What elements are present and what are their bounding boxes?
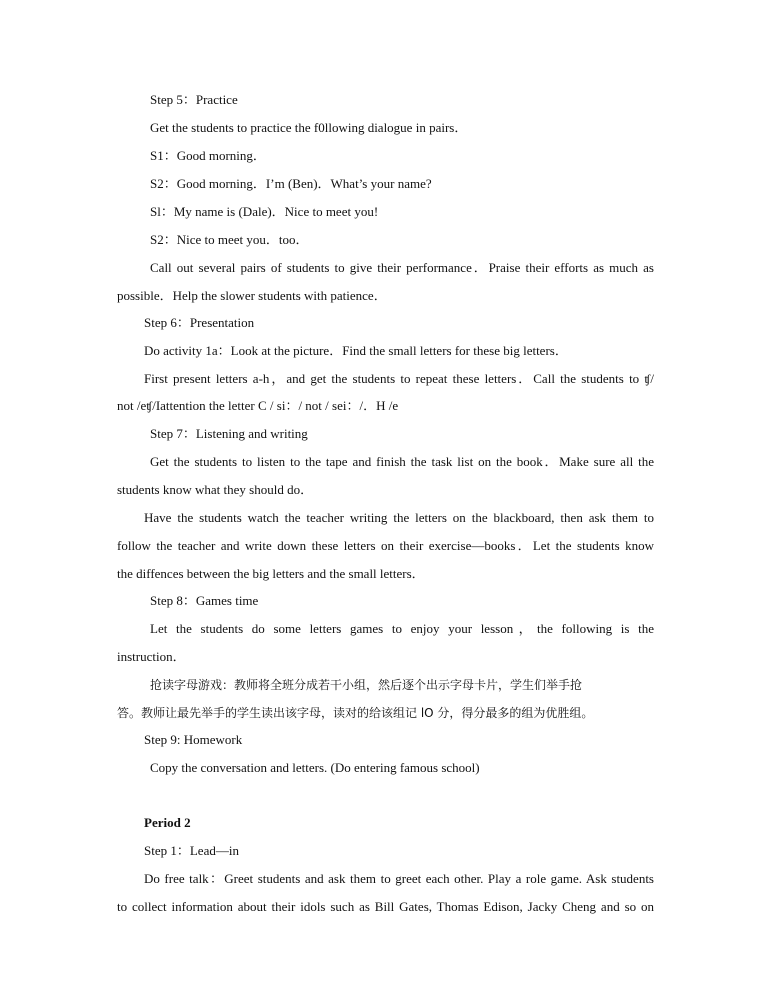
step-7-heading: Step 7：Listening and writing xyxy=(150,426,308,441)
step-9-heading: Step 9: Homework xyxy=(144,732,243,747)
paragraph-line: Copy the conversation and letters. (Do entering famous school) xyxy=(150,760,480,775)
chinese-paragraph-line: 答。教师让最先举手的学生读出该字母，读对的给该组记 lO 分，得分最多的组为优胜组。 xyxy=(117,706,594,720)
paragraph-line: Do activity 1a：Look at the picture．Find the small letters for these big letters． xyxy=(144,343,568,358)
paragraph-line: First present letters a-h，and get the students to repeat these letters．Call the students to ʧ/ xyxy=(144,371,654,386)
paragraph-line: possible．Help the slower students with patience． xyxy=(117,288,387,303)
paragraph-line: follow the teacher and write down these letters on their exercise—books．Let the students know xyxy=(117,538,654,553)
paragraph-line: Get the students to listen to the tape and finish the task list on the book．Make sure all the xyxy=(150,454,654,469)
paragraph-line: to collect information about their idols such as Bill Gates, Thomas Edison, Jacky Cheng and so on xyxy=(117,899,654,914)
step-6-heading: Step 6：Presentation xyxy=(144,315,255,330)
paragraph-line: Do free talk：Greet students and ask them to greet each other. Play a role game. Ask students xyxy=(144,871,654,886)
dialogue-line: S1：Good morning． xyxy=(150,148,266,163)
step-1-heading: Step 1：Lead—in xyxy=(144,843,239,858)
paragraph-line: Let the students do some letters games to enjoy your lesson，the following is the xyxy=(150,621,654,636)
dialogue-line: Sl：My name is (Dale)．Nice to meet you! xyxy=(150,204,379,219)
paragraph-line: Have the students watch the teacher writing the letters on the blackboard, then ask them to xyxy=(144,510,654,525)
paragraph-line: Get the students to practice the f0llowing dialogue in pairs． xyxy=(150,120,468,135)
step-8-heading: Step 8：Games time xyxy=(150,593,259,608)
paragraph-line: the diffences between the big letters and the small letters． xyxy=(117,566,425,581)
paragraph-line: instruction． xyxy=(117,649,186,664)
paragraph-line: Call out several pairs of students to give their performance．Praise their efforts as much as xyxy=(150,260,654,275)
step-5-heading: Step 5：Practice xyxy=(150,92,238,107)
paragraph-line: not /eʧ/Iattention the letter C / si：/ not / sei：/．H /e xyxy=(117,398,399,413)
paragraph-line: students know what they should do． xyxy=(117,482,314,497)
period-2-heading: Period 2 xyxy=(144,815,191,830)
dialogue-line: S2：Good morning．I’m (Ben)．What’s your name? xyxy=(150,176,432,191)
chinese-paragraph-line: 抢读字母游戏：教师将全班分成若干小组，然后逐个出示字母卡片，学生们举手抢 xyxy=(150,678,583,692)
dialogue-line: S2：Nice to meet you．too． xyxy=(150,232,309,247)
